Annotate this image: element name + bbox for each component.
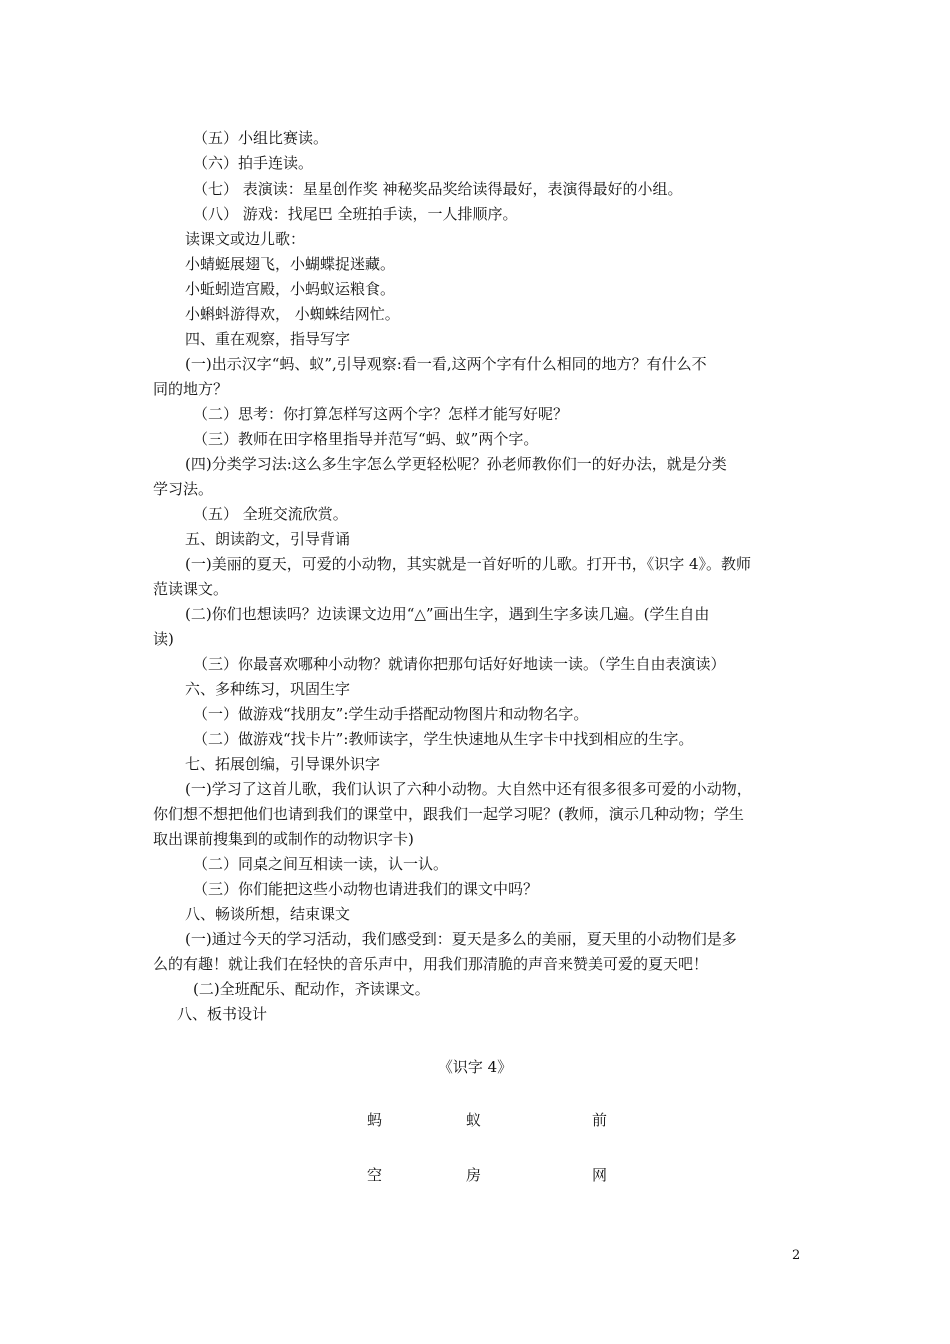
text-line: （六）拍手连读。 <box>193 154 314 172</box>
board-char: 空 <box>367 1166 383 1184</box>
text-line: （二）同桌之间互相读一读，认一认。 <box>193 855 449 873</box>
page-number: 2 <box>792 1248 801 1263</box>
text-line: 取出课前搜集到的或制作的动物识字卡) <box>153 830 414 848</box>
text-line: 小蚯蚓造宫殿，小蚂蚁运粮食。 <box>185 280 396 298</box>
text-line: （一）做游戏“找朋友”:学生动手搭配动物图片和动物名字。 <box>193 705 589 723</box>
text-line: （三）你们能把这些小动物也请进我们的课文中吗？ <box>193 880 539 898</box>
text-line: (一)通过今天的学习活动，我们感受到：夏天是多么的美丽，夏天里的小动物们是多 <box>185 930 737 948</box>
board-char: 前 <box>592 1111 608 1129</box>
text-line: (二)全班配乐、配动作，齐读课文。 <box>193 980 430 998</box>
board-char: 蚂 <box>367 1111 383 1129</box>
text-line: 读课文或边儿歌： <box>185 230 306 248</box>
text-line: 小蜻蜓展翅飞，小蝴蝶捉迷藏。 <box>185 255 396 273</box>
text-line: 同的地方？ <box>153 380 229 398</box>
section-heading: 八、板书设计 <box>177 1005 268 1023</box>
text-line: （七） 表演读：星星创作奖 神秘奖品奖给读得最好，表演得最好的小组。 <box>193 180 683 198</box>
text-line: 你们想不想把他们也请到我们的课堂中，跟我们一起学习呢？(教师，演示几种动物；学生 <box>153 805 744 823</box>
text-line: (四)分类学习法:这么多生字怎么学更轻松呢？孙老师教你们一的好办法，就是分类 <box>185 455 727 473</box>
text-line: （二）做游戏“找卡片”:教师读字，学生快速地从生字卡中找到相应的生字。 <box>193 730 694 748</box>
board-char: 网 <box>592 1166 608 1184</box>
board-title: 《识字 4》 <box>437 1058 513 1076</box>
text-line: （三）教师在田字格里指导并范写“蚂、蚁”两个字。 <box>193 430 539 448</box>
section-heading: 四、重在观察，指导写字 <box>185 330 351 348</box>
text-line: 读) <box>153 630 174 648</box>
board-char: 房 <box>466 1166 482 1184</box>
text-line: （五） 全班交流欣赏。 <box>193 505 348 523</box>
section-heading: 八、畅谈所想，结束课文 <box>185 905 351 923</box>
text-line: 么的有趣！就让我们在轻快的音乐声中，用我们那清脆的声音来赞美可爱的夏天吧！ <box>153 955 709 973</box>
text-line: （二）思考：你打算怎样写这两个字？怎样才能写好呢？ <box>193 405 569 423</box>
section-heading: 六、多种练习，巩固生字 <box>185 680 351 698</box>
text-line: (二)你们也想读吗？边读课文边用“△”画出生字，遇到生字多读几遍。(学生自由 <box>185 605 710 623</box>
text-line: （八） 游戏：找尾巴 全班拍手读，一人排顺序。 <box>193 205 518 223</box>
text-line: (一)学习了这首儿歌，我们认识了六种小动物。大自然中还有很多很多可爱的小动物， <box>185 780 752 798</box>
text-line: (一)美丽的夏天，可爱的小动物，其实就是一首好听的儿歌。打开书，《识字 4》。教师 <box>185 555 752 573</box>
text-line: （三）你最喜欢哪种小动物？就请你把那句话好好地读一读。（学生自由表演读） <box>193 655 726 673</box>
text-line: (一)出示汉字“蚂、蚁”,引导观察:看一看,这两个字有什么相同的地方？有什么不 <box>185 355 707 373</box>
board-char: 蚁 <box>466 1111 482 1129</box>
text-line: 学习法。 <box>153 480 214 498</box>
text-line: （五）小组比赛读。 <box>193 129 329 147</box>
text-line: 小蝌蚪游得欢， 小蜘蛛结网忙。 <box>185 305 400 323</box>
text-line: 范读课文。 <box>153 580 229 598</box>
section-heading: 五、朗读韵文，引导背诵 <box>185 530 351 548</box>
section-heading: 七、拓展创编，引导课外识字 <box>185 755 381 773</box>
